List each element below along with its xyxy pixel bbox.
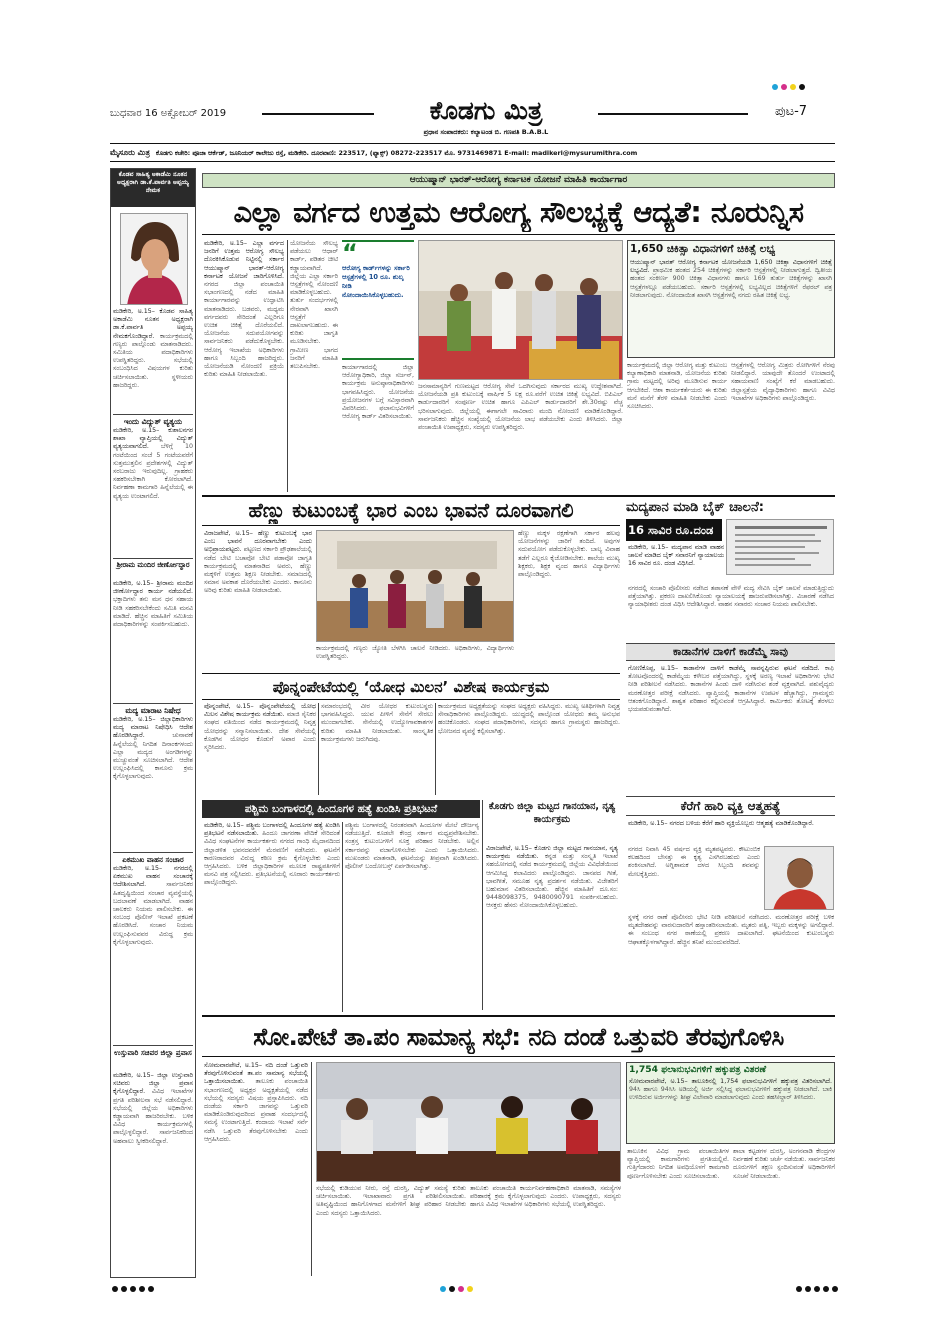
top-side-title: 1,650 ಚಿಕಿತ್ಸಾ ವಿಧಾನಗಳಿಗೆ ಚಿಕಿತ್ಸೆ ಲಭ್ಯ — [630, 243, 776, 255]
yodha-top-rule — [202, 673, 620, 674]
court-document-photo — [726, 519, 834, 575]
yodha-col3 — [438, 703, 620, 795]
forest-headline: ಕಾಡಾನೆಗಳ ದಾಳಿಗೆ ಕಾಡೆಮ್ಮೆ ಸಾವು — [673, 646, 788, 658]
music-lead: ವಿರಾಜಪೇಟೆ, ಅ.15– ಕೊಡಗು ಜಿಲ್ಲಾ ಮಟ್ಟದ ಗಾನಯಾನ, ನೃತ್ಯ ಕಾರ್ಯಕ್ರಮ ನಡೆಯಿತು. — [486, 845, 618, 861]
family-caption-filler: ಕಾರ್ಯಕ್ರಮದಲ್ಲಿ ಗಣ್ಯರು ಜ್ಯೋತಿ ಬೆಳಗಿಸಿ ಚಾಲನೆ ನೀಡಿದರು. ಅಧಿಕಾರಿಗಳು, ವಿದ್ಯಾರ್ಥಿಗಳು ಉಪಸ್ಥಿತರಿದ್ದರು. — [316, 645, 514, 661]
top-side-lead: ಆಯುಷ್ಮಾನ್ ಭಾರತ್ ಆರೋಗ್ಯ ಕರ್ನಾಟಕ ಯೋಜನೆಯಡಿ 1,650 ಚಿಕಿತ್ಸಾ ವಿಧಾನಗಳಿಗೆ ಚಿಕಿತ್ಸೆ ಲಭ್ಯವಿದೆ. — [630, 259, 832, 275]
registration-marks-left — [112, 1286, 154, 1294]
family-rule — [202, 525, 620, 526]
left-p5 — [113, 865, 193, 1040]
left-h-reno: ಶ್ರೀರಾಮ ಮಂದಿರ ಜೀರ್ಣೋದ್ಧಾರ — [113, 558, 193, 570]
yodha-col1-filler: ಮಾಜಿ ಸೈನಿಕರ ಸಂಘದ ವತಿಯಿಂದ ನಡೆದ ಕಾರ್ಯಕ್ರಮದಲ್ಲಿ ನಿವೃತ್ತ ಯೋಧರನ್ನು ಸನ್ಮಾನಿಸಲಾಯಿತು. ದೇಶ ಸೇವೆಯಲ್ಲಿ ಕೊಡಗಿನ ಯೋಧರ ಕೊಡುಗೆ ಅಪಾರ ಎಂದು ಸ್ಮರಿಸಿದರು. — [204, 711, 316, 752]
top-quote-box — [342, 240, 414, 360]
suicide-body-top — [628, 820, 834, 844]
family-photo — [316, 530, 514, 642]
family-col1 — [204, 530, 312, 670]
family-lead: ವಿರಾಜಪೇಟೆ, ಅ.15– ಹೆಣ್ಣು ಕುಟುಂಬಕ್ಕೆ ಭಾರ ಎಂಬ ಭಾವನೆ ದೂರವಾಗಬೇಕು ಎಂದು ಅಭಿಪ್ರಾಯಪಟ್ಟರು. — [204, 530, 312, 554]
contact-line: ಕೊಡಗು ಕಚೇರಿ: ಪೂಜಾ ಆರ್ಕೆಡ್, ಜೂನಿಯರ್ ಕಾಲೇಜು ರಸ್ತೆ, ಮಡಿಕೇರಿ. ದೂರವಾಣಿ: 223517, (ಫ್ಯಾಕ್ಸ್) 08272-223517 ಮೊ. 9731469871 E-mail: madikeri@mysurumithra.com — [155, 148, 638, 157]
left-h-power: ಇಂದು ವಿದ್ಯುತ್ ವ್ಯತ್ಯಯ — [113, 414, 193, 427]
top-col4 — [627, 362, 727, 492]
left-p3-filler: ಭಕ್ತಾದಿಗಳು ತನು ಮನ ಧನ ಸಹಾಯ ನೀಡಿ ಸಹಕರಿಸಬೇಕೆಂದು ಸಮಿತಿ ಮನವಿ ಮಾಡಿದೆ. ಹೆಚ್ಚಿನ ಮಾಹಿತಿಗೆ ಸಮಿತಿಯ ಪದಾಧಿಕಾರಿಗಳನ್ನು ಸಂಪರ್ಕಿಸಬಹುದು. — [113, 596, 193, 629]
family-col2 — [518, 530, 620, 670]
drunk-sub: 16 ಸಾವಿರ ರೂ.ದಂಡ — [628, 523, 714, 537]
forest-lead: ಗೋಣಿಕೊಪ್ಪ, ಅ.15– ಕಾಡಾನೆಗಳ ದಾಳಿಗೆ ಕಾಡೆಮ್ಮೆ ಸಾವನ್ನಪ್ಪಿರುವ ಘಟನೆ ನಡೆದಿದೆ. — [628, 665, 820, 672]
suicide-body-left — [628, 846, 760, 912]
left-p2-filler: ಬೆಳಿಗ್ಗೆ 10 ಗಂಟೆಯಿಂದ ಸಂಜೆ 5 ಗಂಟೆಯವರೆಗೆ ಸುತ್ತಮುತ್ತಲಿನ ಪ್ರದೇಶಗಳಲ್ಲಿ ವಿದ್ಯುತ್ ಸರಬರಾಜು ಇರುವುದಿಲ್ಲ. ಗ್ರಾಹಕರು ಸಹಕರಿಸಬೇಕಾಗಿ ಕೋರಲಾಗಿದೆ. ನಿರ್ವಹಣಾ ಕಾಮಗಾರಿ ಹಿನ್ನೆಲೆಯಲ್ಲಿ ಈ ವ್ಯತ್ಯಯ ಉಂಟಾಗಲಿದೆ. — [113, 443, 193, 500]
quote-mark-icon: “ — [342, 242, 358, 264]
meeting-illustration — [317, 1063, 621, 1182]
left-p6-filler: ವಿವಿಧ ಇಲಾಖೆಗಳ ಪ್ರಗತಿ ಪರಿಶೀಲನಾ ಸಭೆ ನಡೆಸಲಿದ್ದಾರೆ. ಸಭೆಯಲ್ಲಿ ಜಿಲ್ಲೆಯ ಅಧಿಕಾರಿಗಳು ಕಡ್ಡಾಯವಾಗಿ ಹಾಜರಿರಬೇಕು. ಬಳಿಕ ವಿವಿಧ ಕಾರ್ಯಕ್ರಮಗಳಲ್ಲಿ ಪಾಲ್ಗೊಳ್ಳಲಿದ್ದಾರೆ. ಸಾರ್ವಜನಿಕರಿಂದ ಅಹವಾಲು ಸ್ವೀಕರಿಸಲಿದ್ದಾರೆ. — [113, 1088, 193, 1145]
bottom-side-body — [629, 1078, 832, 1142]
masthead-date: ಬುಧವಾರ 16 ಅಕ್ಟೋಬರ್ 2019 — [110, 108, 227, 119]
suicide-body-bottom — [628, 914, 834, 1010]
bottom-headline: ಸೋ.ಪೇಟೆ ತಾ.ಪಂ ಸಾಮಾನ್ಯ ಸಭೆ: ನದಿ ದಂಡೆ ಒತ್ತುವರಿ ತೆರವುಗೊಳಿಸಿ — [253, 1023, 784, 1051]
drunk-body-cont — [628, 585, 834, 641]
masthead-strip-rule — [110, 161, 835, 162]
drunk-headline: ಮದ್ಯಪಾನ ಮಾಡಿ ಬೈಕ್ ಚಾಲನೆ: — [626, 500, 764, 515]
music-body — [486, 845, 618, 1010]
yodha-col3-filler: ಕಾರ್ಯಕ್ರಮದ ಅಧ್ಯಕ್ಷತೆಯನ್ನು ಸಂಘದ ಅಧ್ಯಕ್ಷರು ವಹಿಸಿದ್ದರು. ಮುಖ್ಯ ಅತಿಥಿಗಳಾಗಿ ನಿವೃತ್ತ ಸೇನಾಧಿಕಾರಿಗಳು ಪಾಲ್ಗೊಂಡಿದ್ದರು. ಯುದ್ಧದಲ್ಲಿ ಪಾಲ್ಗೊಂಡ ಯೋಧರು ತಮ್ಮ ಅನುಭವ ಹಂಚಿಕೊಂಡರು. ಸಂಘದ ಪದಾಧಿಕಾರಿಗಳು, ಸದಸ್ಯರು ಹಾಗೂ ಗ್ರಾಮಸ್ಥರು ಹಾಜರಿದ್ದರು. ಭೋಜನದ ವ್ಯವಸ್ಥೆ ಕಲ್ಪಿಸಲಾಗಿತ್ತು. — [438, 703, 620, 735]
suicide-lead: ಮಡಿಕೇರಿ, ಅ.15– ನಗರದ ಬಳಿಯ ಕೆರೆಗೆ ಹಾರಿ ವ್ಯಕ್ತಿಯೊಬ್ಬರು ಆತ್ಮಹತ್ಯೆ ಮಾಡಿಕೊಂಡಿದ್ದಾರೆ. — [628, 820, 814, 827]
top-side-filler: ಪ್ರಾಥಮಿಕ ಹಂತದ 254 ಚಿಕಿತ್ಸೆಗಳನ್ನು ಸರ್ಕಾರಿ ಆಸ್ಪತ್ರೆಗಳಲ್ಲಿ ನೀಡಲಾಗುತ್ತದೆ. ದ್ವಿತೀಯ ಹಂತದ ಸಂಕೀರ್ಣ 900 ಚಿಕಿತ್ಸಾ ವಿಧಾನಗಳು ಹಾಗೂ 169 ತುರ್ತು ಚಿಕಿತ್ಸೆಗಳನ್ನು ಖಾಸಗಿ ಆಸ್ಪತ್ರೆಗಳಲ್ಲೂ ಪಡೆಯಬಹುದು. ಸರ್ಕಾರಿ ಆಸ್ಪತ್ರೆಗಳಲ್ಲಿ ಲಭ್ಯವಿಲ್ಲದ ಚಿಕಿತ್ಸೆಗಳಿಗೆ ರೆಫರಲ್ ಪತ್ರ ನೀಡಲಾಗುವುದು. ನೋಂದಾಯಿತ ಖಾಸಗಿ ಆಸ್ಪತ್ರೆಗಳಲ್ಲಿ ನಗದು ರಹಿತ ಚಿಕಿತ್ಸೆ ಲಭ್ಯ. — [630, 267, 832, 299]
bottom-col1 — [204, 1062, 308, 1276]
left-p1 — [113, 308, 193, 412]
suicide-body-left-filler: ನಗರದ ನಿವಾಸಿ 45 ವರ್ಷದ ವ್ಯಕ್ತಿ ಮೃತಪಟ್ಟವರು. ಕೌಟುಂಬಿಕ ಕಲಹದಿಂದ ಬೇಸತ್ತು ಈ ಕೃತ್ಯ ಎಸಗಿರಬಹುದು ಎಂದು ಶಂಕಿಸಲಾಗಿದೆ. ಅಗ್ನಿಶಾಮಕ ದಳದ ಸಿಬ್ಬಂದಿ ಶವವನ್ನು ಮೇಲಕ್ಕೆತ್ತಿದರು. — [628, 846, 760, 878]
bottom-lead: ಸೋಮವಾರಪೇಟೆ, ಅ.15– ನದಿ ದಂಡೆ ಒತ್ತುವರಿ ತೆರವುಗೊಳಿಸುವಂತೆ ತಾ.ಪಂ ಸಾಮಾನ್ಯ ಸಭೆಯಲ್ಲಿ ಒತ್ತಾಯಿಸಲಾಯಿತು. — [204, 1062, 308, 1086]
bottom-col3-filler: ತಾಲೂಕು ಪಂಚಾಯಿತಿ ಕಾರ್ಯನಿರ್ವಹಣಾಧಿಕಾರಿ ಮಾತನಾಡಿ, ಸಮಸ್ಯೆಗಳ ಪರಿಹಾರಕ್ಕೆ ಕ್ರಮ ಕೈಗೊಳ್ಳಲಾಗುವುದು ಎಂದರು. ಉಪಾಧ್ಯಕ್ಷರು, ಸದಸ್ಯರು ಹಾಗೂ ವಿವಿಧ ಇಲಾಖೆಗಳ ಅಧಿಕಾರಿಗಳು ಸಭೆಯಲ್ಲಿ ಉಪಸ್ಥಿತರಿದ್ದರು. — [470, 1185, 621, 1209]
top-col1-filler: ನಗರದ ಜಿಲ್ಲಾ ಪಂಚಾಯಿತಿ ಸಭಾಂಗಣದಲ್ಲಿ ನಡೆದ ಮಾಹಿತಿ ಕಾರ್ಯಾಗಾರವನ್ನು ಉದ್ಘಾಟಿಸಿ ಮಾತನಾಡಿದರು. ಬಡವರು, ಮಧ್ಯಮ ವರ್ಗದವರು ಸೇರಿದಂತೆ ಎಲ್ಲರಿಗೂ ಉಚಿತ ಚಿಕಿತ್ಸೆ ದೊರೆಯಲಿದೆ. ಯೋಜನೆಯ ಸದುಪಯೋಗವನ್ನು ಸಾರ್ವಜನಿಕರು ಪಡೆದುಕೊಳ್ಳಬೇಕು. ಆರೋಗ್ಯ ಇಲಾಖೆಯ ಅಧಿಕಾರಿಗಳು ಹಾಗೂ ಸಿಬ್ಬಂದಿ ಹಾಜರಿದ್ದರು. ಯೋಜನೆಯಡಿ ನೋಂದಣಿ ಪ್ರಕ್ರಿಯೆ ಕುರಿತು ಮಾಹಿತಿ ನೀಡಲಾಯಿತು. — [204, 281, 284, 379]
top-event-photo — [418, 240, 623, 380]
forest-body — [628, 665, 834, 790]
top-headline-rule — [202, 234, 835, 235]
registration-marks-right — [796, 1286, 838, 1294]
bengal-lead: ಮಡಿಕೇರಿ, ಅ.15– ಪಶ್ಚಿಮ ಬಂಗಾಳದಲ್ಲಿ ಹಿಂದೂಗಳ ಹತ್ಯೆ ಖಂಡಿಸಿ ಪ್ರತಿಭಟನೆ ನಡೆಸಲಾಯಿತು. — [204, 822, 340, 838]
top-quote: ಆರೋಗ್ಯ ಕಾರ್ಡ್‌ಗಳನ್ನು ಸರ್ಕಾರಿ ಆಸ್ಪತ್ರೆಗಳಲ್ಲಿ 10 ರೂ. ಶುಲ್ಕ ನೀಡಿ ನೋಂದಾಯಿಸಿಕೊಳ್ಳಬಹುದು. — [342, 264, 410, 299]
yodha-col2 — [321, 703, 433, 795]
yodha-col1 — [204, 703, 316, 795]
yodha-vrule-1 — [318, 703, 319, 795]
masthead-bottom-rule — [110, 143, 835, 144]
top-under-photo — [418, 383, 623, 492]
bengal-vrule — [342, 822, 343, 1012]
document-illustration — [727, 520, 834, 575]
bottom-col2 — [316, 1185, 466, 1276]
left-h-liquor: ಮದ್ಯ ಮಾರಾಟ ನಿಷೇಧ — [113, 703, 193, 716]
left-obit-heading: ಕೊಡವ ಸಾಹಿತ್ಯ ಅಕಾಡೆಮಿ ನೂತನ ಅಧ್ಯಕ್ಷರಾಗಿ ಡಾ.ಕೆ.ಪಾರ್ವತಿ ಅಪ್ಪಯ್ಯ ನೇಮಕ — [117, 171, 189, 195]
masthead-info-strip — [110, 146, 835, 160]
masthead-left-rule — [262, 113, 374, 115]
top-lead: ಮಡಿಕೇರಿ, ಅ.15– ಎಲ್ಲಾ ವರ್ಗದ ಜನರಿಗೆ ಉತ್ತಮ ಆರೋಗ್ಯ ಸೌಲಭ್ಯ ದೊರಕಿಸಿಕೊಡುವ ನಿಟ್ಟಿನಲ್ಲಿ ಸರ್ಕಾರ ಆಯುಷ್ಮಾನ್ ಭಾರತ್-ಆರೋಗ್ಯ ಕರ್ನಾಟಕ ಯೋಜನೆ ಜಾರಿಗೊಳಿಸಿದೆ. — [204, 240, 284, 280]
left-p1-lead: ಮಡಿಕೇರಿ, ಅ.15– ಕೊಡವ ಸಾಹಿತ್ಯ ಅಕಾಡೆಮಿ ನೂತನ ಅಧ್ಯಕ್ಷರಾಗಿ ಡಾ.ಕೆ.ಪಾರ್ವತಿ ಅಪ್ಪಯ್ಯ ನೇಮಕಗೊಂಡಿದ್ದಾರೆ. — [113, 308, 193, 340]
left-p5-lead: ಮಡಿಕೇರಿ, ಅ.15– ನಗರದಲ್ಲಿ ಏಕಮುಖ ವಾಹನ ಸಂಚಾರಕ್ಕೆ ಆದೇಶಿಸಲಾಗಿದೆ. — [113, 865, 193, 889]
left-p3 — [113, 580, 193, 700]
bottom-side-title: 1,754 ಫಲಾನುಭವಿಗಳಿಗೆ ಹಕ್ಕುಪತ್ರ ವಿತರಣೆ — [629, 1064, 767, 1075]
event-illustration — [419, 241, 623, 380]
man-portrait-illustration — [765, 847, 834, 910]
left-p6-lead: ಮಡಿಕೇರಿ, ಅ.15– ಜಿಲ್ಲಾ ಉಸ್ತುವಾರಿ ಸಚಿವರು ಜಿಲ್ಲಾ ಪ್ರವಾಸ ಕೈಗೊಳ್ಳಲಿದ್ದಾರೆ. — [113, 1072, 193, 1096]
left-p6 — [113, 1072, 193, 1272]
yodha-lead: ಪೊನ್ನಂಪೇಟೆ, ಅ.15– ಪೊನ್ನಂಪೇಟೆಯಲ್ಲಿ ಯೋಧ ಮಿಲನ ವಿಶೇಷ ಕಾರ್ಯಕ್ರಮ ನಡೆಯಿತು. — [204, 703, 316, 719]
top-col5 — [731, 362, 835, 492]
bottom-col4 — [627, 1148, 729, 1276]
left-h-traffic: ಏಕಮುಖ ವಾಹನ ಸಂಚಾರ — [113, 852, 193, 865]
family-event-illustration — [317, 531, 514, 642]
top-col2 — [290, 240, 338, 492]
left-p3-lead: ಮಡಿಕೇರಿ, ಅ.15– ಶ್ರೀರಾಮ ಮಂದಿರ ಜೀರ್ಣೋದ್ಧಾರ ಕಾರ್ಯ ನಡೆಯಲಿದೆ. — [113, 580, 193, 596]
suicide-body-bottom-filler: ಸ್ಥಳಕ್ಕೆ ನಗರ ಠಾಣೆ ಪೊಲೀಸರು ಭೇಟಿ ನೀಡಿ ಪರಿಶೀಲನೆ ನಡೆಸಿದರು. ಮರಣೋತ್ತರ ಪರೀಕ್ಷೆ ಬಳಿಕ ಮೃತದೇಹವನ್ನು ವಾರಸುದಾರರಿಗೆ ಹಸ್ತಾಂತರಿಸಲಾಯಿತು. ಮೃತರು ಪತ್ನಿ, ಇಬ್ಬರು ಮಕ್ಕಳನ್ನು ಅಗಲಿದ್ದಾರೆ. ಈ ಸಂಬಂಧ ನಗರ ಠಾಣೆಯಲ್ಲಿ ಪ್ರಕರಣ ದಾಖಲಾಗಿದೆ. ಘಟನೆಯಿಂದ ಕುಟುಂಬಸ್ಥರು ಆಘಾತಕ್ಕೊಳಗಾಗಿದ್ದಾರೆ. ಹೆಚ್ಚಿನ ತನಿಖೆ ಮುಂದುವರೆದಿದೆ. — [628, 914, 834, 946]
family-caption — [316, 645, 514, 670]
bengal-headline: ಪಶ್ಚಿಮ ಬಂಗಾಳದಲ್ಲಿ ಹಿಂದೂಗಳ ಹತ್ಯೆ ಖಂಡಿಸಿ ಪ್ರತಿಭಟನೆ — [244, 803, 438, 815]
bottom-top-rule — [202, 1015, 835, 1017]
family-col1-filler: ಪಟ್ಟಣದ ಸರ್ಕಾರಿ ಪ್ರೌಢಶಾಲೆಯಲ್ಲಿ ನಡೆದ ಬೇಟಿ ಬಚಾವೋ ಬೇಟಿ ಪಡಾವೋ ಜಾಗೃತಿ ಕಾರ್ಯಕ್ರಮದಲ್ಲಿ ಮಾತನಾಡಿದ ಅವರು, ಹೆಣ್ಣು ಮಕ್ಕಳಿಗೆ ಉತ್ತಮ ಶಿಕ್ಷಣ ನೀಡಬೇಕು. ಸಮಾಜದಲ್ಲಿ ಸಮಾನ ಅವಕಾಶ ದೊರೆಯಬೇಕು ಎಂದರು. ಕಾನೂನು ಅರಿವು ಕುರಿತು ಮಾಹಿತಿ ನೀಡಲಾಯಿತು. — [204, 546, 312, 595]
bottom-headline-rule — [202, 1056, 835, 1057]
left-p1-filler: ಕಾರ್ಯಕ್ರಮದಲ್ಲಿ ಗಣ್ಯರು ಪಾಲ್ಗೊಂಡು ಮಾತನಾಡಿದರು. ಸಮಿತಿಯ ಪದಾಧಿಕಾರಿಗಳು ಉಪಸ್ಥಿತರಿದ್ದರು. ಸಭೆಯಲ್ಲಿ ಸಂಬಂಧಿಸಿದ ವಿಷಯಗಳ ಕುರಿತು ಚರ್ಚಿಸಲಾಯಿತು. ಸ್ಥಳೀಯರು ಹಾಜರಿದ್ದರು. — [113, 332, 193, 389]
bottom-side-filler: 94ಸಿ ಹಾಗೂ 94ಸಿಸಿ ಅಡಿಯಲ್ಲಿ ಅರ್ಜಿ ಸಲ್ಲಿಸಿದ್ದ ಫಲಾನುಭವಿಗಳಿಗೆ ಹಕ್ಕುಪತ್ರ ನೀಡಲಾಗಿದೆ. ಬಾಕಿ ಉಳಿದಿರುವ ಅರ್ಜಿಗಳನ್ನು ಶೀಘ್ರ ವಿಲೇವಾರಿ ಮಾಡಲಾಗುವುದು ಎಂದು ತಹಸೀಲ್ದಾರ್ ತಿಳಿಸಿದರು. — [629, 1086, 832, 1102]
masthead-title: ಕೊಡಗು ಮಿತ್ರ — [429, 96, 543, 125]
music-headline: ಕೊಡಗು ಜಿಲ್ಲಾ ಮಟ್ಟದ ಗಾನಯಾನ, ನೃತ್ಯ ಕಾರ್ಯಕ್ರಮ — [488, 801, 616, 825]
drunk-lead: ಮಡಿಕೇರಿ, ಅ.15– ಮದ್ಯಪಾನ ಮಾಡಿ ವಾಹನ ಚಾಲನೆ ಮಾಡಿದ ಬೈಕ್ ಸವಾರನಿಗೆ ನ್ಯಾಯಾಲಯ 16 ಸಾವಿರ ರೂ. ದಂಡ ವಿಧಿಸಿದೆ. — [628, 544, 724, 568]
bengal-col1 — [204, 822, 340, 1012]
top-vrule-1 — [287, 240, 288, 492]
masthead-right-rule — [598, 113, 748, 115]
family-headline: ಹೆಣ್ಣು ಕುಟುಂಬಕ್ಕೆ ಭಾರ ಎಂಬ ಭಾವನೆ ದೂರವಾಗಲಿ — [248, 499, 574, 522]
bottom-col5 — [733, 1148, 835, 1276]
bottom-col2-filler: ಸಭೆಯಲ್ಲಿ ಕುಡಿಯುವ ನೀರು, ರಸ್ತೆ ದುರಸ್ತಿ, ವಿದ್ಯುತ್ ಸಮಸ್ಯೆ ಕುರಿತು ಚರ್ಚಿಸಲಾಯಿತು. ಇಲಾಖಾವಾರು ಪ್ರಗತಿ ಪರಿಶೀಲಿಸಲಾಯಿತು. ಅತಿವೃಷ್ಟಿಯಿಂದ ಹಾನಿಗೊಳಗಾದ ಮನೆಗಳಿಗೆ ಶೀಘ್ರ ಪರಿಹಾರ ನೀಡಬೇಕು ಎಂದು ಸದಸ್ಯರು ಒತ್ತಾಯಿಸಿದರು. — [316, 1185, 466, 1217]
bottom-meeting-photo — [316, 1062, 621, 1182]
yodha-headline: ಪೊನ್ನಂಪೇಟೆಯಲ್ಲಿ ‘ಯೋಧ ಮಿಲನ’ ವಿಶೇಷ ಕಾರ್ಯಕ್ರಮ — [272, 678, 550, 696]
left-p2-lead: ಮಡಿಕೇರಿ, ಅ.15– ಕುಶಾಲನಗರ ಶಾಖಾ ವ್ಯಾಪ್ತಿಯಲ್ಲಿ ವಿದ್ಯುತ್ ವ್ಯತ್ಯಯವಾಗಲಿದೆ. — [113, 427, 193, 451]
left-p4-lead: ಮಡಿಕೇರಿ, ಅ.15– ಜಿಲ್ಲಾಧಿಕಾರಿಗಳು ಮದ್ಯ ಮಾರಾಟ ನಿಷೇಧಿಸಿ ಆದೇಶ ಹೊರಡಿಸಿದ್ದಾರೆ. — [113, 716, 193, 740]
yodha-vrule-2 — [435, 703, 436, 795]
music-body-filler: ಕನ್ನಡ ಮತ್ತು ಸಂಸ್ಕೃತಿ ಇಲಾಖೆ ಸಹಯೋಗದಲ್ಲಿ ನಡೆದ ಕಾರ್ಯಕ್ರಮದಲ್ಲಿ ಜಿಲ್ಲೆಯ ವಿವಿಧೆಡೆಯಿಂದ ಆಗಮಿಸಿದ್ದ ಕಲಾವಿದರು ಪಾಲ್ಗೊಂಡಿದ್ದರು. ಜಾನಪದ ಗೀತೆ, ಭಾವಗೀತೆ, ಸಮೂಹ ನೃತ್ಯ ಪ್ರದರ್ಶನ ನಡೆಯಿತು. ವಿಜೇತರಿಗೆ ಬಹುಮಾನ ವಿತರಿಸಲಾಯಿತು. ಹೆಚ್ಚಿನ ಮಾಹಿತಿಗೆ ದೂ.ಸಂ: 9448098375, 9480090791 ಸಂಪರ್ಕಿಸಬಹುದು. ಆಸಕ್ತರು ಹೆಸರು ನೋಂದಾಯಿಸಿಕೊಳ್ಳಬಹುದು. — [486, 853, 618, 910]
top-col1 — [204, 240, 284, 492]
top-section-bottom-rule — [202, 495, 835, 497]
top-col3-filler: ಕಾರ್ಯಾಗಾರದಲ್ಲಿ ಜಿಲ್ಲಾ ಆರೋಗ್ಯಾಧಿಕಾರಿ, ಜಿಲ್ಲಾ ಸರ್ಜನ್, ಕಾರ್ಯಕ್ರಮ ಅನುಷ್ಠಾನಾಧಿಕಾರಿಗಳು ಭಾಗವಹಿಸಿದ್ದರು. ಯೋಜನೆಯ ಪ್ರಯೋಜನಗಳ ಬಗ್ಗೆ ಸವಿಸ್ತಾರವಾಗಿ ವಿವರಿಸಿದರು. ಫಲಾನುಭವಿಗಳಿಗೆ ಆರೋಗ್ಯ ಕಾರ್ಡ್ ವಿತರಿಸಲಾಯಿತು. — [342, 364, 414, 421]
yodha-rule — [202, 699, 620, 700]
top-col3 — [342, 364, 414, 492]
top-under-photo-filler: ಜನಸಾಮಾನ್ಯರಿಗೆ ಗುಣಮಟ್ಟದ ಆರೋಗ್ಯ ಸೇವೆ ಒದಗಿಸುವುದು ಸರ್ಕಾರದ ಮುಖ್ಯ ಉದ್ದೇಶವಾಗಿದೆ. ಯೋಜನೆಯಡಿ ಪ್ರತಿ ಕುಟುಂಬಕ್ಕೆ ವಾರ್ಷಿಕ 5 ಲಕ್ಷ ರೂ.ವರೆಗೆ ಉಚಿತ ಚಿಕಿತ್ಸೆ ಲಭ್ಯವಿದೆ. ಬಿಪಿಎಲ್ ಕಾರ್ಡುದಾರರಿಗೆ ಸಂಪೂರ್ಣ ಉಚಿತ ಹಾಗೂ ಎಪಿಎಲ್ ಕಾರ್ಡುದಾರರಿಗೆ ಶೇ.30ರಷ್ಟು ವೆಚ್ಚ ಭರಿಸಲಾಗುವುದು. ಜಿಲ್ಲೆಯಲ್ಲಿ ಈಗಾಗಲೇ ಸಾವಿರಾರು ಮಂದಿ ನೋಂದಣಿ ಮಾಡಿಕೊಂಡಿದ್ದಾರೆ. ಸಾರ್ವಜನಿಕರು ಹೆಚ್ಚಿನ ಸಂಖ್ಯೆಯಲ್ಲಿ ಯೋಜನೆಯ ಲಾಭ ಪಡೆಯಬೇಕು ಎಂದು ತಿಳಿಸಿದರು. ಜಿಲ್ಲಾ ಪಂಚಾಯಿತಿ ಉಪಾಧ್ಯಕ್ಷರು, ಸದಸ್ಯರು ಉಪಸ್ಥಿತರಿದ್ದರು. — [418, 383, 623, 432]
masthead-page-label: ಪುಟ-7 — [775, 104, 808, 119]
top-col2-filler: ಯೋಜನೆಯ ಸೌಲಭ್ಯ ಪಡೆಯಲು ಆಧಾರ್ ಕಾರ್ಡ್, ಪಡಿತರ ಚೀಟಿ ಕಡ್ಡಾಯವಾಗಿದೆ. ಜಿಲ್ಲೆಯ ಎಲ್ಲಾ ಸರ್ಕಾರಿ ಆಸ್ಪತ್ರೆಗಳಲ್ಲಿ ನೋಂದಣಿ ಮಾಡಿಕೊಳ್ಳಬಹುದು. ತುರ್ತು ಸಂದರ್ಭಗಳಲ್ಲಿ ನೇರವಾಗಿ ಖಾಸಗಿ ಆಸ್ಪತ್ರೆಗೆ ದಾಖಲಾಗಬಹುದು. ಈ ಕುರಿತು ಜಾಗೃತಿ ಮೂಡಿಸಬೇಕು. ಗ್ರಾಮೀಣ ಭಾಗದ ಜನರಿಗೆ ಮಾಹಿತಿ ತಲುಪಿಸಬೇಕು. — [290, 240, 338, 371]
bottom-vrule-1 — [311, 1062, 312, 1276]
top-headline: ಎಲ್ಲಾ ವರ್ಗದ ಉತ್ತಮ ಆರೋಗ್ಯ ಸೌಲಭ್ಯಕ್ಕೆ ಆದ್ಯತೆ: ನೂರುನ್ನಿಸ — [233, 195, 804, 229]
bottom-col5-filler: ಶಾಲಾ ಕಟ್ಟಡಗಳ ದುರಸ್ತಿ, ಅಂಗನವಾಡಿ ಕೇಂದ್ರಗಳ ನಿರ್ವಹಣೆ ಕುರಿತು ಚರ್ಚೆ ನಡೆಯಿತು. ಸಾರ್ವಜನಿಕರ ದೂರುಗಳಿಗೆ ತಕ್ಷಣ ಸ್ಪಂದಿಸುವಂತೆ ಅಧಿಕಾರಿಗಳಿಗೆ ಸೂಚನೆ ನೀಡಲಾಯಿತು. — [733, 1148, 835, 1180]
left-h-minister: ಉಸ್ತುವಾರಿ ಸಚಿವರ ಜಿಲ್ಲಾ ಪ್ರವಾಸ — [113, 1045, 193, 1058]
family-col2-filler: ಹೆಣ್ಣು ಮಕ್ಕಳ ರಕ್ಷಣೆಗಾಗಿ ಸರ್ಕಾರ ಹಲವು ಯೋಜನೆಗಳನ್ನು ಜಾರಿಗೆ ತಂದಿದೆ. ಅವುಗಳ ಸದುಪಯೋಗ ಪಡೆದುಕೊಳ್ಳಬೇಕು. ಬಾಲ್ಯ ವಿವಾಹ ತಡೆಗೆ ಎಲ್ಲರೂ ಕೈಜೋಡಿಸಬೇಕು. ಶಾಲೆಯ ಮುಖ್ಯ ಶಿಕ್ಷಕರು, ಶಿಕ್ಷಕ ವೃಂದ ಹಾಗೂ ವಿದ್ಯಾರ್ಥಿಗಳು ಪಾಲ್ಗೊಂಡಿದ್ದರು. — [518, 530, 620, 579]
masthead-editor-line: ಪ್ರಧಾನ ಸಂಪಾದಕರು: ಕಲ್ಯಾಟಂಡ ಬಿ. ಗಣಪತಿ B.A.B.L — [423, 128, 549, 136]
suicide-headline: ಕೆರೆಗೆ ಹಾರಿ ವ್ಯಕ್ತಿ ಆತ್ಮಹತ್ಯೆ — [680, 799, 781, 813]
left-p5-filler: ಸಾರ್ವಜನಿಕರ ಹಿತದೃಷ್ಟಿಯಿಂದ ಸಂಚಾರ ವ್ಯವಸ್ಥೆಯಲ್ಲಿ ಬದಲಾವಣೆ ಮಾಡಲಾಗಿದೆ. ವಾಹನ ಚಾಲಕರು ನಿಯಮ ಪಾಲಿಸಬೇಕು. ಈ ಸಂಬಂಧ ಪೊಲೀಸ್ ಇಲಾಖೆ ಪ್ರಕಟಣೆ ಹೊರಡಿಸಿದೆ. ಸಂಚಾರ ನಿಯಮ ಉಲ್ಲಂಘಿಸುವವರ ವಿರುದ್ಧ ಕ್ರಮ ಕೈಗೊಳ್ಳಲಾಗುವುದು. — [113, 881, 193, 946]
brand-label: ಮೈಸೂರು ಮಿತ್ರ — [110, 148, 150, 157]
bottom-col4-filler: ತಾಲೂಕಿನ ವಿವಿಧ ಗ್ರಾಮ ಪಂಚಾಯಿತಿಗಳ ವ್ಯಾಪ್ತಿಯಲ್ಲಿ ಕಾಮಗಾರಿಗಳು ಪ್ರಗತಿಯಲ್ಲಿವೆ. ಗುತ್ತಿಗೆದಾರರು ನಿಗದಿತ ಅವಧಿಯೊಳಗೆ ಕಾಮಗಾರಿ ಪೂರ್ಣಗೊಳಿಸಬೇಕು ಎಂದು ಸೂಚಿಸಲಾಯಿತು. — [627, 1148, 729, 1180]
top-side-body — [630, 259, 832, 355]
suicide-portrait — [764, 846, 834, 910]
drunk-body — [628, 544, 724, 584]
forest-body-filler: ಕಾಫಿ ತೋಟವೊಂದರಲ್ಲಿ ಕಾಡೆಮ್ಮೆಯ ಕಳೇಬರ ಪತ್ತೆಯಾಗಿದ್ದು, ಸ್ಥಳಕ್ಕೆ ಅರಣ್ಯ ಇಲಾಖೆ ಅಧಿಕಾರಿಗಳು ಭೇಟಿ ನೀಡಿ ಪರಿಶೀಲನೆ ನಡೆಸಿದರು. ಕಾಡಾನೆಗಳ ಹಿಂಡು ದಾಳಿ ನಡೆಸಿರುವ ಶಂಕೆ ವ್ಯಕ್ತವಾಗಿದೆ. ಪಶುವೈದ್ಯರು ಮರಣೋತ್ತರ ಪರೀಕ್ಷೆ ನಡೆಸಿದರು. ವ್ಯಾಪ್ತಿಯಲ್ಲಿ ಕಾಡಾನೆಗಳ ಉಪಟಳ ಹೆಚ್ಚಾಗಿದ್ದು, ಗ್ರಾಮಸ್ಥರು ಆತಂಕಗೊಂಡಿದ್ದಾರೆ. ಶಾಶ್ವತ ಪರಿಹಾರ ಕಲ್ಪಿಸುವಂತೆ ಆಗ್ರಹಿಸಿದ್ದಾರೆ. ಕಾರ್ಮಿಕರು ತೋಟಕ್ಕೆ ತೆರಳಲು ಭಯಪಡುವಂತಾಗಿದೆ. — [628, 665, 834, 714]
portrait-illustration — [121, 214, 188, 305]
bottom-col3 — [470, 1185, 621, 1276]
yodha-col2-filler: ಸಮಾರಂಭದಲ್ಲಿ ವೀರ ಯೋಧರ ಕುಟುಂಬಸ್ಥರು ಭಾಗವಹಿಸಿದ್ದರು. ಯುವ ಪೀಳಿಗೆ ಸೇನೆಗೆ ಸೇರಲು ಮುಂದಾಗಬೇಕು. ಸೇನೆಯಲ್ಲಿ ಉದ್ಯೋಗಾವಕಾಶಗಳ ಕುರಿತು ಮಾಹಿತಿ ನೀಡಲಾಯಿತು. ಸಾಂಸ್ಕೃತಿಕ ಕಾರ್ಯಕ್ರಮಗಳು ಜರುಗಿದವು. — [321, 703, 433, 743]
left-p4-filler: ಚುನಾವಣೆ ಹಿನ್ನೆಲೆಯಲ್ಲಿ ನಿಗದಿತ ದಿನಾಂಕಗಳಂದು ಎಲ್ಲಾ ಮದ್ಯದ ಅಂಗಡಿಗಳನ್ನು ಮುಚ್ಚುವಂತೆ ಸೂಚಿಸಲಾಗಿದೆ. ಆದೇಶ ಉಲ್ಲಂಘಿಸಿದಲ್ಲಿ ಕಾನೂನು ಕ್ರಮ ಕೈಗೊಳ್ಳಲಾಗುವುದು. — [113, 732, 193, 781]
portrait-photo — [120, 213, 188, 305]
bottom-col1-filler: ತಾಲೂಕು ಪಂಚಾಯಿತಿ ಸಭಾಂಗಣದಲ್ಲಿ ಅಧ್ಯಕ್ಷರ ಅಧ್ಯಕ್ಷತೆಯಲ್ಲಿ ನಡೆದ ಸಭೆಯಲ್ಲಿ ಸದಸ್ಯರು ವಿಷಯ ಪ್ರಸ್ತಾಪಿಸಿದರು. ನದಿ ದಂಡೆಯ ಸರ್ಕಾರಿ ಜಾಗವನ್ನು ಒತ್ತುವರಿ ಮಾಡಿಕೊಂಡಿರುವುದರಿಂದ ಪ್ರವಾಹ ಸಂದರ್ಭದಲ್ಲಿ ಸಮಸ್ಯೆ ಉಂಟಾಗುತ್ತಿದೆ. ಕಂದಾಯ ಇಲಾಖೆ ಸರ್ವೆ ನಡೆಸಿ ಒತ್ತುವರಿ ತೆರವುಗೊಳಿಸಬೇಕು ಎಂದು ಆಗ್ರಹಿಸಿದರು. — [204, 1078, 308, 1143]
registration-marks-center — [440, 1286, 473, 1294]
top-kicker: ಆಯುಷ್ಮಾನ್ ಭಾರತ್-ಆರೋಗ್ಯ ಕರ್ನಾಟಕ ಯೋಜನೆ ಮಾಹಿತಿ ಕಾರ್ಯಾಗಾರ — [409, 175, 628, 185]
bottom-side-lead: ಸೋಮವಾರಪೇಟೆ, ಅ.15– ತಾಲೂಕಿನಲ್ಲಿ 1,754 ಫಲಾನುಭವಿಗಳಿಗೆ ಹಕ್ಕುಪತ್ರ ವಿತರಿಸಲಾಗಿದೆ. — [629, 1078, 832, 1085]
left-p4 — [113, 716, 193, 850]
bengal-col2 — [345, 822, 479, 1012]
registration-marks-top-right — [772, 84, 805, 92]
top-col4-filler: ಕಾರ್ಯಕ್ರಮದಲ್ಲಿ ಜಿಲ್ಲಾ ಆರೋಗ್ಯ ಮತ್ತು ಕುಟುಂಬ ಕಲ್ಯಾಣಾಧಿಕಾರಿ ಮಾತನಾಡಿ, ಯೋಜನೆಯ ಕುರಿತು ಗ್ರಾಮ ಮಟ್ಟದಲ್ಲಿ ಅರಿವು ಮೂಡಿಸುವ ಕಾರ್ಯ ಆಗಬೇಕಿದೆ. ಆಶಾ ಕಾರ್ಯಕರ್ತೆಯರು ಈ ಕುರಿತು ಮನೆ ಮನೆಗೆ ತೆರಳಿ ಮಾಹಿತಿ ನೀಡಬೇಕು ಎಂದು ಸೂಚಿಸಿದರು. — [627, 362, 727, 411]
left-p2 — [113, 427, 193, 555]
bengal-col2-filler: ಪಶ್ಚಿಮ ಬಂಗಾಳದಲ್ಲಿ ನಿರಂತರವಾಗಿ ಹಿಂದೂಗಳ ಮೇಲೆ ದೌರ್ಜನ್ಯ ನಡೆಯುತ್ತಿದೆ. ಕೂಡಲೇ ಕೇಂದ್ರ ಸರ್ಕಾರ ಮಧ್ಯಪ್ರವೇಶಿಸಬೇಕು. ಸಂತ್ರಸ್ತ ಕುಟುಂಬಗಳಿಗೆ ಸೂಕ್ತ ಪರಿಹಾರ ನೀಡಬೇಕು. ಅಲ್ಲಿನ ಸರ್ಕಾರವನ್ನು ವಜಾಗೊಳಿಸಬೇಕು ಎಂದು ಒತ್ತಾಯಿಸಿದರು. ಮುಖಂಡರು ಮಾತನಾಡಿ, ಘಟನೆಯನ್ನು ತೀವ್ರವಾಗಿ ಖಂಡಿಸಿದರು. ಪೊಲೀಸ್ ಬಂದೋಬಸ್ತ್ ಏರ್ಪಡಿಸಲಾಗಿತ್ತು. — [345, 822, 479, 871]
bengal-col1-filler: ಹಿಂದೂ ಜಾಗರಣಾ ವೇದಿಕೆ ಸೇರಿದಂತೆ ವಿವಿಧ ಸಂಘಟನೆಗಳ ಕಾರ್ಯಕರ್ತರು ನಗರದ ಗಾಂಧಿ ಮೈದಾನದಿಂದ ಜಿಲ್ಲಾಡಳಿತ ಭವನದವರೆಗೆ ಮೆರವಣಿಗೆ ನಡೆಸಿದರು. ಘಟನೆಗೆ ಕಾರಣರಾದವರ ವಿರುದ್ಧ ಕಠಿಣ ಕ್ರಮ ಕೈಗೊಳ್ಳಬೇಕು ಎಂದು ಆಗ್ರಹಿಸಿದರು. ಬಳಿಕ ಜಿಲ್ಲಾಧಿಕಾರಿಗಳ ಮೂಲಕ ರಾಷ್ಟ್ರಪತಿಗಳಿಗೆ ಮನವಿ ಪತ್ರ ಸಲ್ಲಿಸಿದರು. ಪ್ರತಿಭಟನೆಯಲ್ಲಿ ನೂರಾರು ಕಾರ್ಯಕರ್ತರು ಪಾಲ್ಗೊಂಡಿದ್ದರು. — [204, 830, 340, 887]
drunk-body-filler: ನಗರದಲ್ಲಿ ಸಂಚಾರಿ ಪೊಲೀಸರು ನಡೆಸಿದ ತಪಾಸಣೆ ವೇಳೆ ಮದ್ಯ ಸೇವಿಸಿ ಬೈಕ್ ಚಾಲನೆ ಮಾಡುತ್ತಿದ್ದುದು ಪತ್ತೆಯಾಗಿತ್ತು. ಪ್ರಕರಣ ದಾಖಲಿಸಿಕೊಂಡು ನ್ಯಾಯಾಲಯಕ್ಕೆ ಹಾಜರುಪಡಿಸಲಾಗಿತ್ತು. ವಿಚಾರಣೆ ನಡೆಸಿದ ನ್ಯಾಯಾಧೀಶರು ದಂಡ ವಿಧಿಸಿ ಆದೇಶಿಸಿದ್ದಾರೆ. ವಾಹನ ಸವಾರರು ಸಂಚಾರ ನಿಯಮ ಪಾಲಿಸಬೇಕು. — [628, 585, 834, 609]
top-col5-filler: ಆಸ್ಪತ್ರೆಗಳಲ್ಲಿ ಆರೋಗ್ಯ ಮಿತ್ರರು ರೋಗಿಗಳಿಗೆ ನೆರವು ನೀಡಲಿದ್ದಾರೆ. ಯಾವುದೇ ತೊಂದರೆ ಉಂಟಾದಲ್ಲಿ ಸಹಾಯವಾಣಿ ಸಂಖ್ಯೆಗೆ ಕರೆ ಮಾಡಬಹುದು. ಜಿಲ್ಲಾಸ್ಪತ್ರೆಯ ವೈದ್ಯಾಧಿಕಾರಿಗಳು ಹಾಗೂ ವಿವಿಧ ಇಲಾಖೆಗಳ ಅಧಿಕಾರಿಗಳು ಪಾಲ್ಗೊಂಡಿದ್ದರು. — [731, 362, 835, 402]
